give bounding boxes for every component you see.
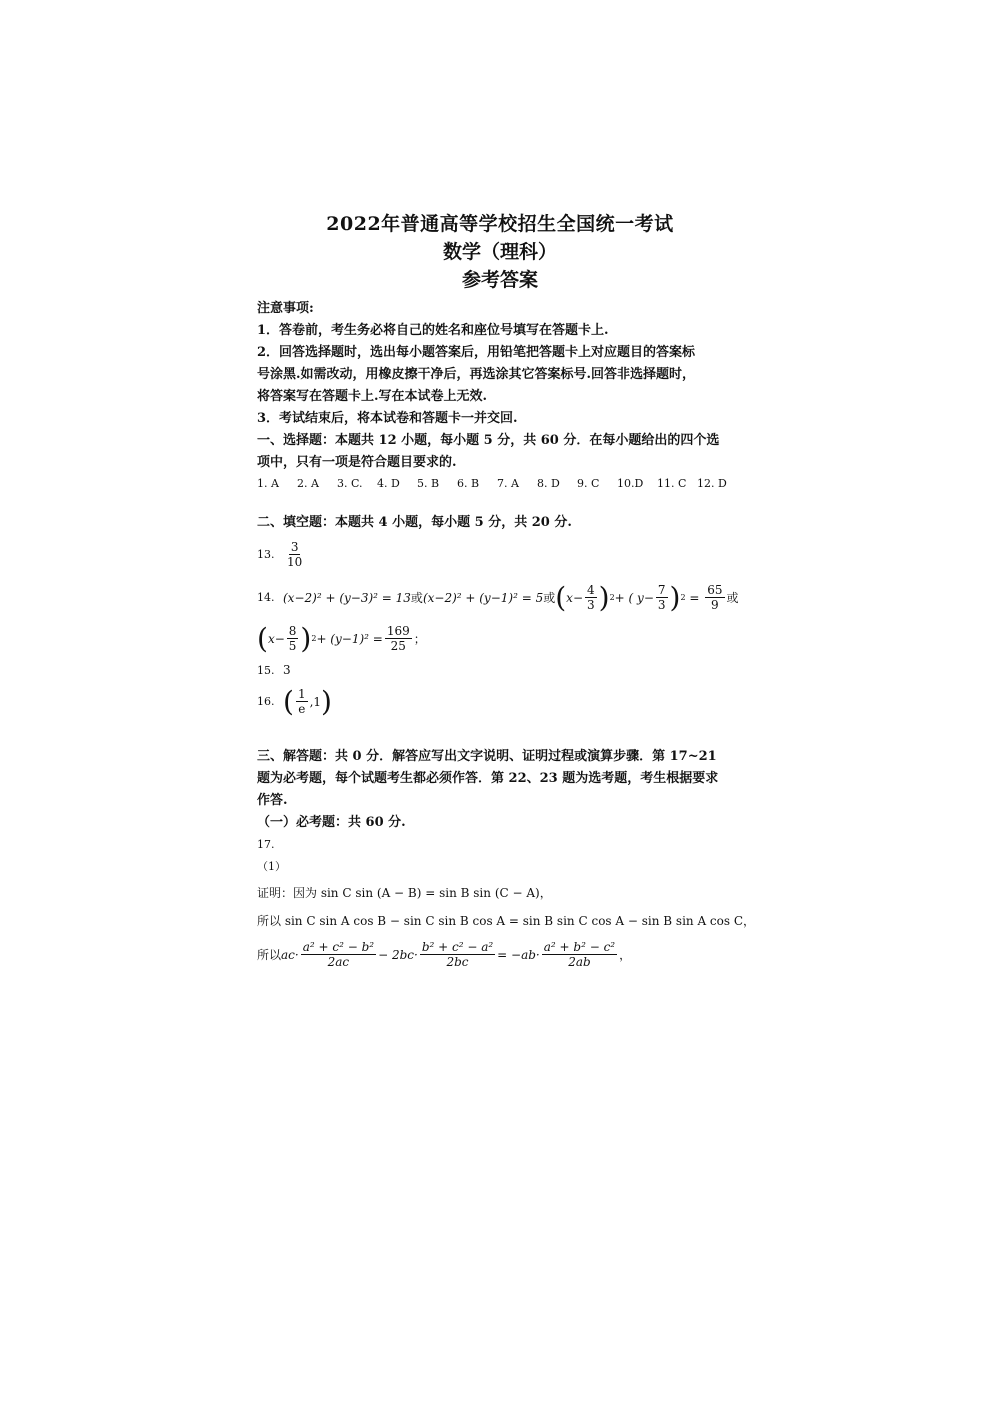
answer-item: 1. A	[257, 477, 279, 490]
q14-c4-r-den: 25	[390, 639, 406, 653]
q14-answer-line1: 14. (x−2)² + (y−3)² = 13 或 (x−2)² + (y−1)² = 5 或 ( x− $\frac{4}{3}$ ) 2 + ( y− $\frac{7}{3}$ ) 2 = $\frac{65}{9}$ 或	[257, 580, 739, 614]
q17-step2	[257, 940, 757, 969]
q15-value: 3	[283, 663, 291, 677]
choice-answers	[257, 474, 757, 494]
section3-heading-a: 三、解答题：共 0 分．解答应写出文字说明、证明过程或演算步骤．第 17~21	[257, 749, 717, 764]
q16-denominator: e	[298, 702, 306, 716]
paren-open-icon: (	[283, 684, 294, 718]
title-block	[0, 210, 1000, 294]
q17-step2-frac1-den: 2ac	[327, 955, 350, 969]
q17-proof: 证明：因为 sin C sin (A − B) = sin B sin (C − A)，	[257, 886, 552, 900]
q14-c4-x-den: 5	[288, 639, 297, 653]
q17-step2-frac2	[420, 940, 495, 969]
section3-heading-c: 作答.	[257, 793, 288, 808]
answer-item: 12. D	[697, 477, 727, 490]
section1-heading-a: 一、选择题：本题共 12 小题，每小题 5 分，共 60 分．在每小题给出的四个选	[257, 433, 720, 448]
q15-answer	[257, 663, 757, 677]
q17-part1: （1）	[257, 860, 286, 873]
q14-c4-r-num: 169	[386, 624, 410, 638]
q17-number: 17.	[257, 838, 275, 851]
q16-answer	[257, 684, 757, 718]
q14-number: 14.	[257, 591, 275, 604]
q17-step1: 所以 sin C sin A cos B − sin C sin B cos A = sin B sin C cos A − sin B sin A cos C，	[257, 914, 756, 928]
q14-answer-line2: ( x− $\frac{8}{5}$ ) 2 + (y−1)² = $\frac{169}{25}$ ；	[257, 621, 426, 655]
paren-close-icon: )	[598, 580, 610, 614]
q13-number: 13.	[257, 548, 275, 561]
q16-tail: ,1	[309, 694, 322, 709]
q13-answer	[257, 540, 757, 569]
paren-close-icon: )	[321, 684, 332, 718]
q17-step2-eq: = −ab·	[497, 947, 540, 962]
q14-c3-y-frac	[656, 583, 668, 612]
q17-step2-frac3-den: 2ab	[568, 955, 591, 969]
notice-item-2a: 2．回答选择题时，选出每小题答案后，用铅笔把答题卡上对应题目的答案标	[257, 345, 696, 360]
main-content	[257, 298, 757, 969]
q17-step2-frac3-num: a² + b² − c²	[543, 940, 616, 954]
q14-c4-y: + (y−1)² =	[316, 631, 383, 646]
q14-c3-x-num: 4	[587, 583, 595, 597]
q16-numerator: 1	[297, 687, 306, 701]
section3-heading-b: 题为必考题，每个试题考生都必须作答．第 22、23 题为选考题，考生根据要求	[257, 771, 719, 786]
answer-item: 3. C.	[337, 477, 363, 490]
notice-item-3: 3．考试结束后，将本试卷和答题卡一并交回.	[257, 411, 518, 426]
q14-c3-r-num: 65	[707, 583, 723, 597]
exam-title: 2022年普通高等学校招生全国统一考试	[326, 213, 674, 235]
q14-c4-x-frac	[287, 624, 299, 653]
q14-c3-r-frac	[705, 583, 724, 612]
q15-number: 15.	[257, 663, 275, 677]
q14-c3-r-den: 9	[711, 598, 719, 612]
section1-heading-b: 项中，只有一项是符合题目要求的.	[257, 455, 457, 470]
paren-close-icon: )	[300, 621, 312, 655]
q14-c3-y-den: 3	[657, 598, 666, 612]
q14-or-2: 或	[543, 591, 556, 605]
notice-item-1: 1．答卷前，考生务必将自己的姓名和座位号填写在答题卡上.	[257, 323, 609, 338]
q14-c3-y: + ( y−	[614, 590, 654, 605]
q17-step2-prefix: 所以	[257, 948, 282, 962]
q14-or-1: 或	[410, 591, 423, 605]
q14-c3-x: x−	[566, 590, 583, 605]
q17-step2-frac1	[301, 940, 376, 969]
q14-c3-x-den: 3	[587, 598, 595, 612]
answer-item: 5. B	[417, 477, 440, 490]
q17-step2-frac2-den: 2bc	[446, 955, 469, 969]
paren-close-icon: )	[669, 580, 681, 614]
subject-title: 数学（理科）	[442, 241, 557, 263]
q14-or-3: 或	[726, 591, 739, 605]
q14-c4-x-num: 8	[288, 624, 297, 638]
q14-end: ；	[413, 632, 426, 646]
notice-heading: 注意事项:	[257, 301, 314, 316]
q17-step2-frac3	[542, 940, 617, 969]
q14-c3-y-num: 7	[657, 583, 666, 597]
answer-item: 4. D	[377, 477, 400, 490]
q17-step2-mid: − 2bc·	[378, 947, 418, 962]
answer-item: 9. C	[577, 477, 600, 490]
section2-heading: 二、填空题：本题共 4 小题，每小题 5 分，共 20 分.	[257, 515, 572, 530]
answer-item: 7. A	[497, 477, 519, 490]
q17-step2-frac1-num: a² + c² − b²	[302, 940, 375, 954]
paren-open-icon: (	[257, 621, 268, 655]
q16-number: 16.	[257, 695, 275, 708]
answer-item: 11. C	[657, 477, 687, 490]
answer-item: 2. A	[297, 477, 319, 490]
q14-c4-r-frac	[385, 624, 412, 653]
answer-item: 8. D	[537, 477, 560, 490]
q14-c4-x: x−	[267, 631, 285, 646]
q17-step2-frac2-num: b² + c² − a²	[421, 940, 494, 954]
notice-item-2b: 号涂黑.如需改动，用橡皮擦干净后，再选涂其它答案标号.回答非选择题时，	[257, 367, 696, 382]
q17-step2-ac: ac·	[281, 947, 299, 962]
notice-item-2c: 将答案写在答题卡上.写在本试卷上无效.	[257, 389, 488, 404]
answer-item: 10.D	[617, 477, 644, 490]
q16-fraction	[296, 687, 308, 716]
answer-item: 6. B	[457, 477, 480, 490]
q14-circle-2: (x−2)² + (y−1)² = 5	[422, 590, 544, 605]
q13-fraction	[285, 540, 304, 569]
q14-circle-1: (x−2)² + (y−3)² = 13	[283, 590, 411, 605]
section3-subheading: （一）必考题：共 60 分.	[257, 815, 406, 830]
q14-c3-x-frac	[585, 583, 597, 612]
paren-open-icon: (	[555, 580, 567, 614]
q17-step2-end: ，	[619, 948, 632, 962]
q13-numerator: 3	[290, 540, 299, 554]
answer-title: 参考答案	[461, 269, 538, 291]
q13-denominator: 10	[287, 555, 303, 569]
